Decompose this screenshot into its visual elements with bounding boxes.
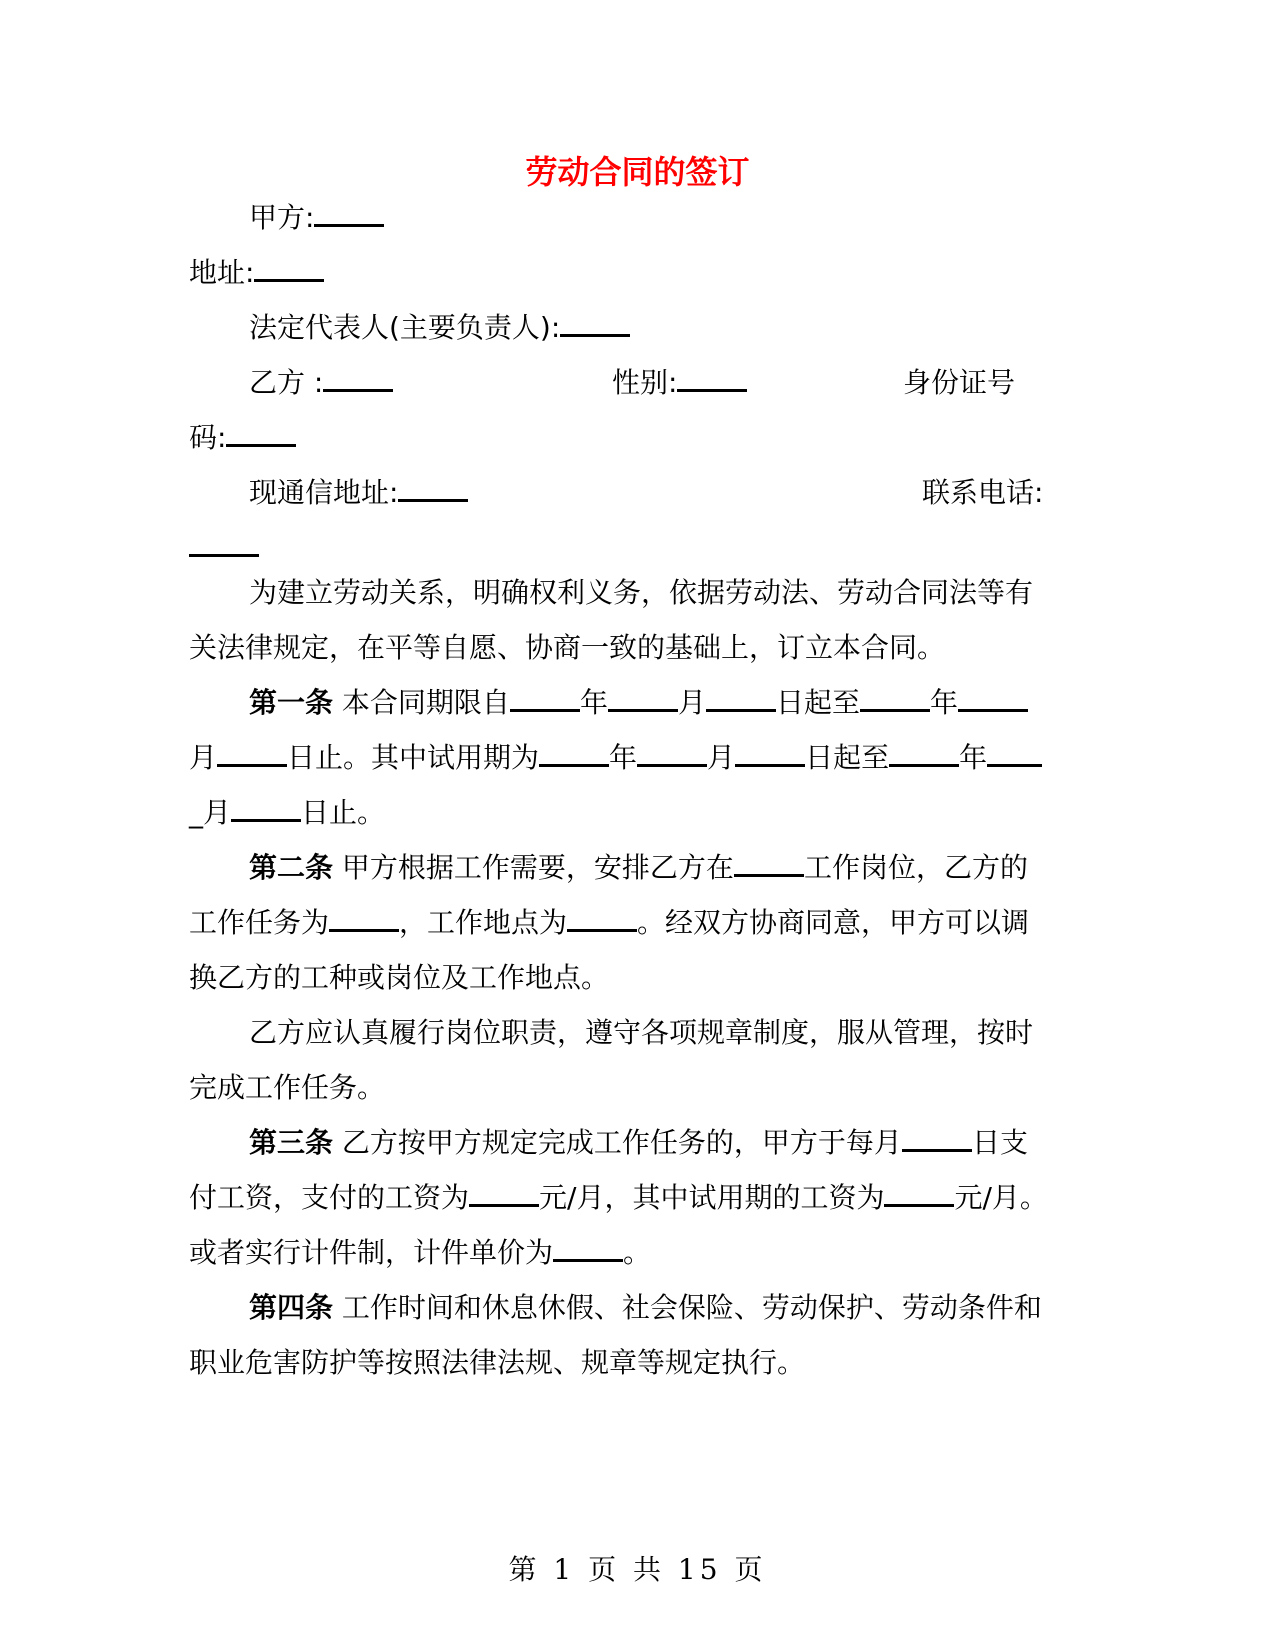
party-a-line [249, 198, 1149, 238]
article2-text: 工作岗位，乙方的 [803, 851, 1028, 884]
article2-para2-line1: 乙方应认真履行岗位职责，遵守各项规章制度，服从管理，按时 [249, 1016, 1034, 1049]
article2-line3: 换乙方的工种或岗位及工作地点。 [189, 961, 610, 994]
phone-blank [189, 530, 259, 557]
article2-text: 工作任务为 [189, 906, 330, 939]
blank [329, 905, 399, 932]
article1-line2 [189, 738, 1089, 778]
mail-address-label: 现通信地址: [249, 476, 399, 509]
year-label: 年 [959, 741, 988, 774]
legal-rep-line [249, 308, 1149, 348]
article4-line2: 职业危害防护等按照法律法规、规章等规定执行。 [189, 1346, 806, 1379]
article3-line2 [189, 1178, 1089, 1218]
article1-end: 日止。 [301, 796, 386, 829]
address-blank [254, 255, 324, 282]
blank [217, 740, 287, 767]
article1-text: 本合同期限自 [341, 686, 510, 719]
blank [510, 685, 580, 712]
article3-text: 或者实行计件制，计件单价为 [189, 1236, 554, 1269]
blank [553, 1235, 623, 1262]
month-label: 月 [677, 686, 706, 719]
year-label: 年 [609, 741, 638, 774]
phone-label: 联系电话: [922, 476, 1044, 509]
blank [884, 1180, 954, 1207]
blank [608, 685, 678, 712]
article2-text: 甲方根据工作需要，安排乙方在 [341, 851, 734, 884]
id-line [189, 418, 1089, 458]
month-label: 月 [189, 741, 218, 774]
legal-rep-label: 法定代表人(主要负责人): [249, 311, 561, 344]
blank [734, 850, 804, 877]
article4-line1 [249, 1288, 1149, 1328]
article3-text: 乙方按甲方规定完成工作任务的，甲方于每月 [341, 1126, 902, 1159]
article3-text: 日支 [971, 1126, 1028, 1159]
blank [539, 740, 609, 767]
day-from-label: 日起至 [775, 686, 860, 719]
article3-text: 元/月，其中试用期的工资为 [539, 1181, 885, 1214]
blank [987, 740, 1042, 767]
article2-line1 [249, 848, 1149, 888]
address-label: 地址: [189, 256, 255, 289]
article2-line2 [189, 903, 1089, 943]
party-b-label: 乙方 : [249, 366, 324, 399]
article2-heading: 第二条 [249, 851, 334, 884]
gender-blank [677, 365, 747, 392]
gender-label: 性别: [612, 366, 678, 399]
article3-text: 付工资，支付的工资为 [189, 1181, 470, 1214]
article3-text: 元/月。 [954, 1181, 1048, 1214]
article3-line3 [189, 1233, 1089, 1273]
blank [902, 1125, 972, 1152]
underscore-fragment: _ [189, 796, 203, 829]
blank [735, 740, 805, 767]
article3-text: 。 [623, 1236, 652, 1269]
article4-text: 工作时间和休息休假、社会保险、劳动保护、劳动条件和 [341, 1291, 1042, 1324]
article2-text: ，工作地点为 [399, 906, 568, 939]
blank [637, 740, 707, 767]
article2-para2-line2: 完成工作任务。 [189, 1071, 386, 1104]
day-from-label: 日起至 [805, 741, 890, 774]
probation-text: 日止。其中试用期为 [287, 741, 540, 774]
id-label-part2: 码: [189, 421, 227, 454]
address-line [189, 253, 1089, 293]
blank [231, 795, 301, 822]
blank [889, 740, 959, 767]
party-b-blank [323, 365, 393, 392]
article1-line1 [249, 683, 1149, 723]
id-label-part1: 身份证号 [903, 366, 1016, 399]
article1-line3 [189, 793, 1089, 833]
party-a-blank [314, 200, 384, 227]
article4-heading: 第四条 [249, 1291, 334, 1324]
blank [706, 685, 776, 712]
id-blank [226, 420, 296, 447]
blank [469, 1180, 539, 1207]
article3-line1 [249, 1123, 1149, 1163]
year-label: 年 [579, 686, 608, 719]
year-label: 年 [929, 686, 958, 719]
blank [567, 905, 637, 932]
legal-rep-blank [560, 310, 630, 337]
gender-field [612, 363, 812, 403]
intro-line-1: 为建立劳动关系，明确权利义务，依据劳动法、劳动合同法等有 [249, 576, 1034, 609]
intro-line-2: 关法律规定，在平等自愿、协商一致的基础上，订立本合同。 [189, 631, 946, 664]
article3-heading: 第三条 [249, 1126, 334, 1159]
article2-text: 。经双方协商同意，甲方可以调 [637, 906, 1030, 939]
article1-heading: 第一条 [249, 686, 334, 719]
blank [860, 685, 930, 712]
month-label: 月 [707, 741, 736, 774]
month-label: 月 [203, 796, 232, 829]
phone-line [189, 528, 1089, 568]
party-a-label: 甲方: [249, 201, 315, 234]
blank [958, 685, 1028, 712]
page-footer: 第 1 页 共 15 页 [508, 1553, 767, 1586]
mail-address-blank [398, 475, 468, 502]
document-title: 劳动合同的签订 [525, 153, 750, 191]
